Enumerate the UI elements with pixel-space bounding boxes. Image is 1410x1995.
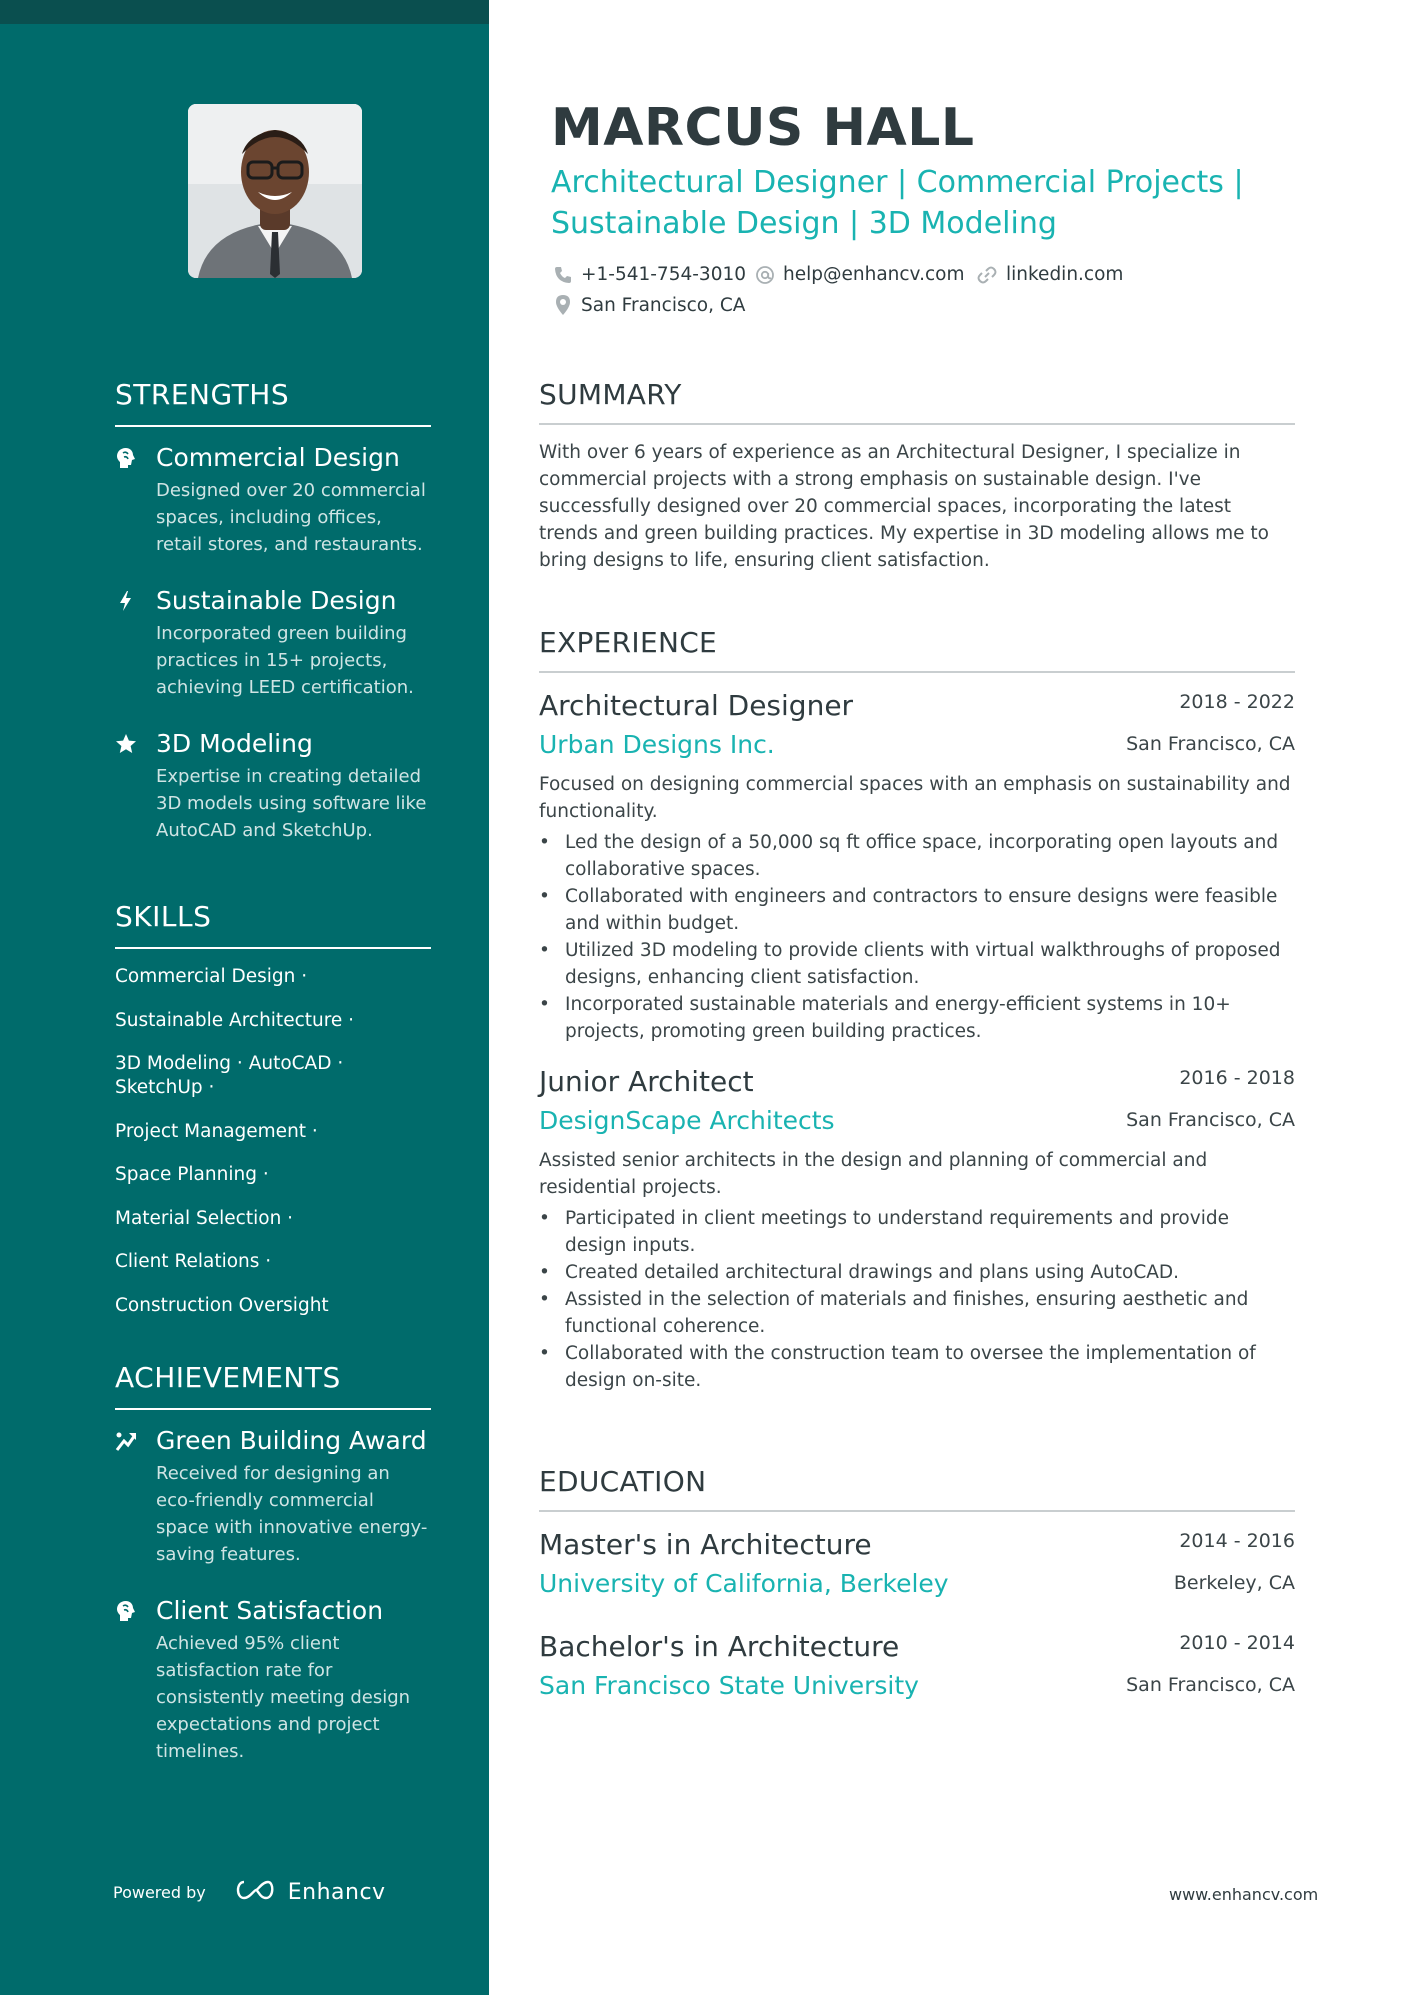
achievement-desc: Received for designing an eco-friendly commercial space with innovative energy-saving features. (156, 1463, 428, 1565)
job-bullets (539, 829, 1295, 1045)
education-location: Berkeley, CA (1173, 1572, 1295, 1594)
job-role: Junior Architect (539, 1065, 754, 1098)
job-location: San Francisco, CA (1126, 733, 1295, 755)
linkedin-text: linkedin.com (1006, 264, 1124, 285)
job-bullet: • Led the design of a 50,000 sq ft office space, incorporating open layouts and collaborative spaces. (539, 829, 1295, 883)
skill-row: Project Management · (115, 1120, 318, 1142)
job-dates: 2018 - 2022 (1179, 691, 1295, 713)
job-bullet: • Participated in client meetings to understand requirements and provide design inputs. (539, 1205, 1295, 1259)
achievement-title: Client Satisfaction (156, 1596, 384, 1625)
strengths-section (115, 378, 431, 870)
phone-text: +1-541-754-3010 (581, 264, 747, 285)
skills-section (115, 900, 431, 1337)
job-bullets (539, 1205, 1295, 1394)
strength-item (115, 441, 431, 558)
experience-title: EXPERIENCE (539, 626, 1295, 673)
star-icon (115, 733, 137, 755)
strength-title: Commercial Design (156, 443, 400, 472)
powered-by[interactable] (113, 1878, 386, 1906)
job-role: Architectural Designer (539, 689, 854, 722)
experience-entry (539, 687, 1295, 1045)
skills-title: SKILLS (115, 900, 431, 949)
phone-icon (553, 265, 573, 285)
contact-phone[interactable] (553, 264, 746, 285)
achievements-section (115, 1361, 431, 1791)
school: University of California, Berkeley (539, 1569, 949, 1598)
link-icon (976, 265, 998, 285)
strength-item (115, 727, 431, 844)
contact-location (553, 294, 745, 316)
job-company: DesignScape Architects (539, 1106, 835, 1135)
achievement-item (115, 1594, 431, 1765)
summary-title: SUMMARY (539, 378, 1295, 425)
powered-by-label: Powered by (113, 1882, 206, 1902)
skill-row: Commercial Design · (115, 966, 308, 987)
at-icon (755, 265, 775, 285)
job-bullet: • Assisted in the selection of materials and finishes, ensuring aesthetic and functional coherence. (539, 1286, 1295, 1340)
school: San Francisco State University (539, 1671, 919, 1700)
job-bullet: • Utilized 3D modeling to provide clients with virtual walkthroughs of proposed designs, enhancing client satisfaction. (539, 937, 1295, 991)
skill-row: Space Planning · (115, 1164, 269, 1185)
job-company: Urban Designs Inc. (539, 730, 775, 759)
skill-row: Material Selection · (115, 1207, 294, 1229)
strength-desc: Designed over 20 commercial spaces, including offices, retail stores, and restaurants. (156, 480, 426, 555)
education-dates: 2010 - 2014 (1179, 1632, 1295, 1654)
achievement-item (115, 1424, 431, 1568)
achievement-desc: Achieved 95% client satisfaction rate for consistently meeting design expectations and project timelines. (156, 1633, 411, 1762)
contact-linkedin[interactable] (976, 264, 1123, 285)
job-bullet: • Collaborated with the construction team to oversee the implementation of design on-site. (539, 1340, 1295, 1394)
job-bullet: • Collaborated with engineers and contractors to ensure designs were feasible and within budget. (539, 883, 1295, 937)
email-text: help@enhancv.com (783, 264, 965, 285)
experience-entry (539, 1063, 1295, 1394)
job-location: San Francisco, CA (1126, 1109, 1295, 1131)
job-description: Assisted senior architects in the design and planning of commercial and residential projects. (539, 1150, 1208, 1198)
strength-desc: Incorporated green building practices in 15+ projects, achieving LEED certification. (156, 623, 414, 698)
strength-title: Sustainable Design (156, 586, 397, 615)
footer-site-link[interactable]: www.enhancv.com (1169, 1885, 1319, 1904)
education-entry (539, 1628, 1295, 1704)
education-entry (539, 1526, 1295, 1602)
education-title: EDUCATION (539, 1465, 1295, 1512)
skill-row: Client Relations · (115, 1251, 272, 1272)
job-dates: 2016 - 2018 (1179, 1067, 1295, 1089)
sidebar-top-bar (0, 0, 489, 24)
achievement-title: Green Building Award (156, 1426, 427, 1455)
brain-icon (115, 1600, 137, 1622)
job-bullet: • Created detailed architectural drawings and plans using AutoCAD. (539, 1259, 1295, 1286)
skill-row: Construction Oversight (115, 1294, 329, 1316)
candidate-headline: Architectural Designer | Commercial Projects | Sustainable Design | 3D Modeling (551, 165, 1244, 241)
education-dates: 2014 - 2016 (1179, 1530, 1295, 1552)
contact-email[interactable] (755, 264, 964, 285)
skill-row: 3D Modeling · AutoCAD · SketchUp · (115, 1053, 344, 1098)
summary-section (539, 378, 1295, 574)
sidebar (0, 0, 489, 1995)
strength-title: 3D Modeling (156, 729, 313, 758)
degree: Master's in Architecture (539, 1528, 872, 1561)
brain-icon (115, 447, 137, 469)
degree: Bachelor's in Architecture (539, 1630, 900, 1663)
strengths-title: STRENGTHS (115, 378, 431, 427)
strength-desc: Expertise in creating detailed 3D models using software like AutoCAD and SketchUp. (156, 766, 427, 841)
job-description: Focused on designing commercial spaces with an emphasis on sustainability and functionality. (539, 774, 1291, 822)
summary-text: With over 6 years of experience as an Architectural Designer, I specialize in commercial projects with a strong emphasis on sustainable design. I've successfully designed over 20 commercial spaces, incorporating the latest trends and green building practices. My expertise in 3D modeling allows me to bring designs to life, ensuring client satisfaction. (539, 442, 1270, 571)
growth-icon (115, 1430, 137, 1452)
achievements-title: ACHIEVEMENTS (115, 1361, 431, 1410)
enhancv-logo-icon (232, 1878, 278, 1906)
lightning-icon (115, 590, 137, 612)
job-bullet: • Incorporated sustainable materials and energy-efficient systems in 10+ projects, promoting green building practices. (539, 991, 1295, 1045)
experience-section (539, 626, 1295, 1394)
enhancv-brand: Enhancv (287, 1879, 386, 1905)
education-section (539, 1465, 1295, 1704)
location-pin-icon (553, 294, 573, 316)
profile-photo (188, 104, 362, 278)
strength-item (115, 584, 431, 701)
education-location: San Francisco, CA (1126, 1674, 1295, 1696)
skill-row: Sustainable Architecture · (115, 1009, 355, 1031)
candidate-name: MARCUS HALL (551, 98, 975, 158)
location-text: San Francisco, CA (581, 294, 746, 316)
